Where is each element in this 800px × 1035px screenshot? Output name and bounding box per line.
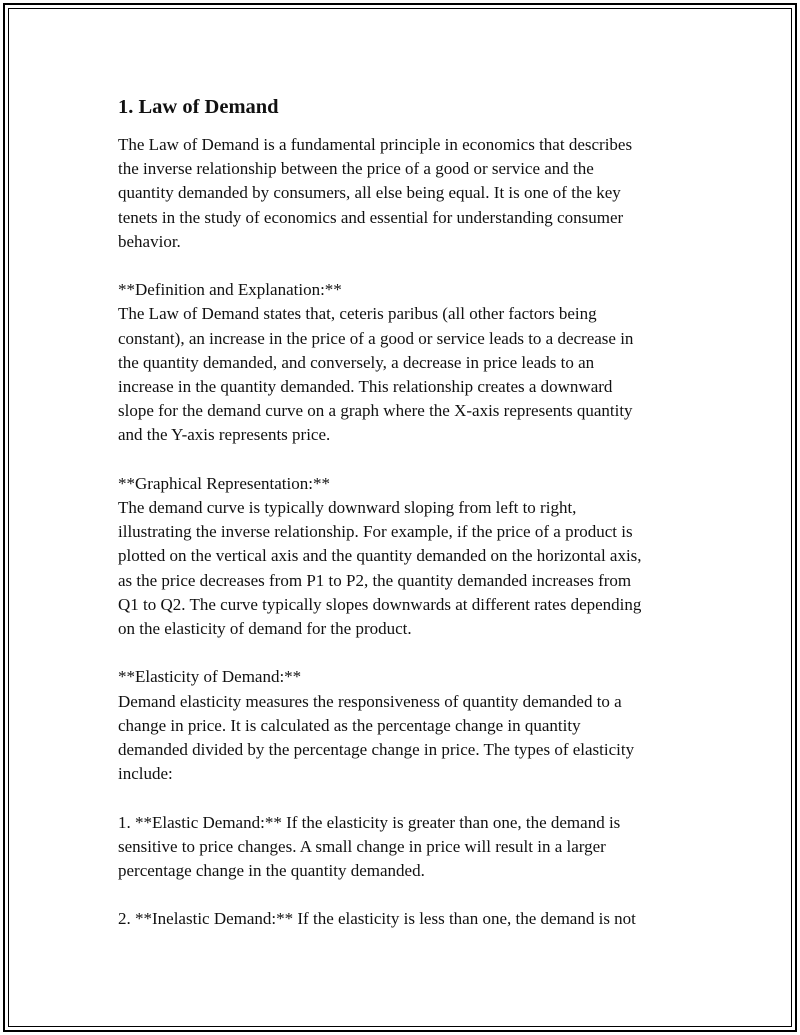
text-line: The Law of Demand states that, ceteris paribus (all other factors being (118, 304, 597, 324)
text-line: slope for the demand curve on a graph where the X-axis represents quantity (118, 401, 633, 421)
section-heading: 1. Law of Demand (118, 96, 279, 118)
subsection-title: **Elasticity of Demand:** (118, 667, 302, 687)
text-line: 2. **Inelastic Demand:** If the elasticity is less than one, the demand is not (118, 909, 636, 929)
text-line: percentage change in the quantity demanded. (118, 861, 425, 881)
elastic-demand-item (118, 811, 698, 884)
text-line: change in price. It is calculated as the percentage change in quantity (118, 715, 581, 735)
text-line: tenets in the study of economics and essential for understanding consumer (118, 207, 624, 227)
inelastic-demand-item (118, 907, 698, 931)
text-line: The Law of Demand is a fundamental principle in economics that describes (118, 135, 633, 154)
text-line: behavior. (118, 231, 181, 251)
text-line: increase in the quantity demanded. This relationship creates a downward (118, 377, 613, 397)
text-line: 1. **Elastic Demand:** If the elasticity is greater than one, the demand is (118, 812, 621, 832)
text-line: Demand elasticity measures the responsiveness of quantity demanded to a (118, 691, 622, 711)
text-line: and the Y-axis represents price. (118, 425, 331, 445)
text-line: the inverse relationship between the price of a good or service and the (118, 159, 594, 179)
text-line: on the elasticity of demand for the product. (118, 619, 412, 639)
text-line: include: (118, 764, 173, 784)
graphical-paragraph (118, 472, 698, 641)
intro-paragraph (118, 133, 698, 254)
text-line: illustrating the inverse relationship. For example, if the price of a product is (118, 522, 633, 542)
text-line: quantity demanded by consumers, all else being equal. It is one of the key (118, 183, 621, 203)
elasticity-paragraph (118, 665, 698, 786)
text-line: as the price decreases from P1 to P2, the quantity demanded increases from (118, 570, 632, 590)
text-line: constant), an increase in the price of a good or service leads to a decrease in (118, 328, 634, 348)
text-line: sensitive to price changes. A small change in price will result in a larger (118, 836, 606, 856)
subsection-title: **Graphical Representation:** (118, 473, 330, 493)
text-line: plotted on the vertical axis and the quantity demanded on the horizontal axis, (118, 546, 642, 566)
document-body (118, 94, 698, 956)
subsection-title: **Definition and Explanation:** (118, 280, 342, 300)
text-line: demanded divided by the percentage change in price. The types of elasticity (118, 740, 635, 760)
definition-paragraph (118, 278, 698, 447)
text-line: The demand curve is typically downward sloping from left to right, (118, 498, 577, 518)
text-line: the quantity demanded, and conversely, a decrease in price leads to an (118, 352, 595, 372)
text-line: Q1 to Q2. The curve typically slopes downwards at different rates depending (118, 594, 642, 614)
